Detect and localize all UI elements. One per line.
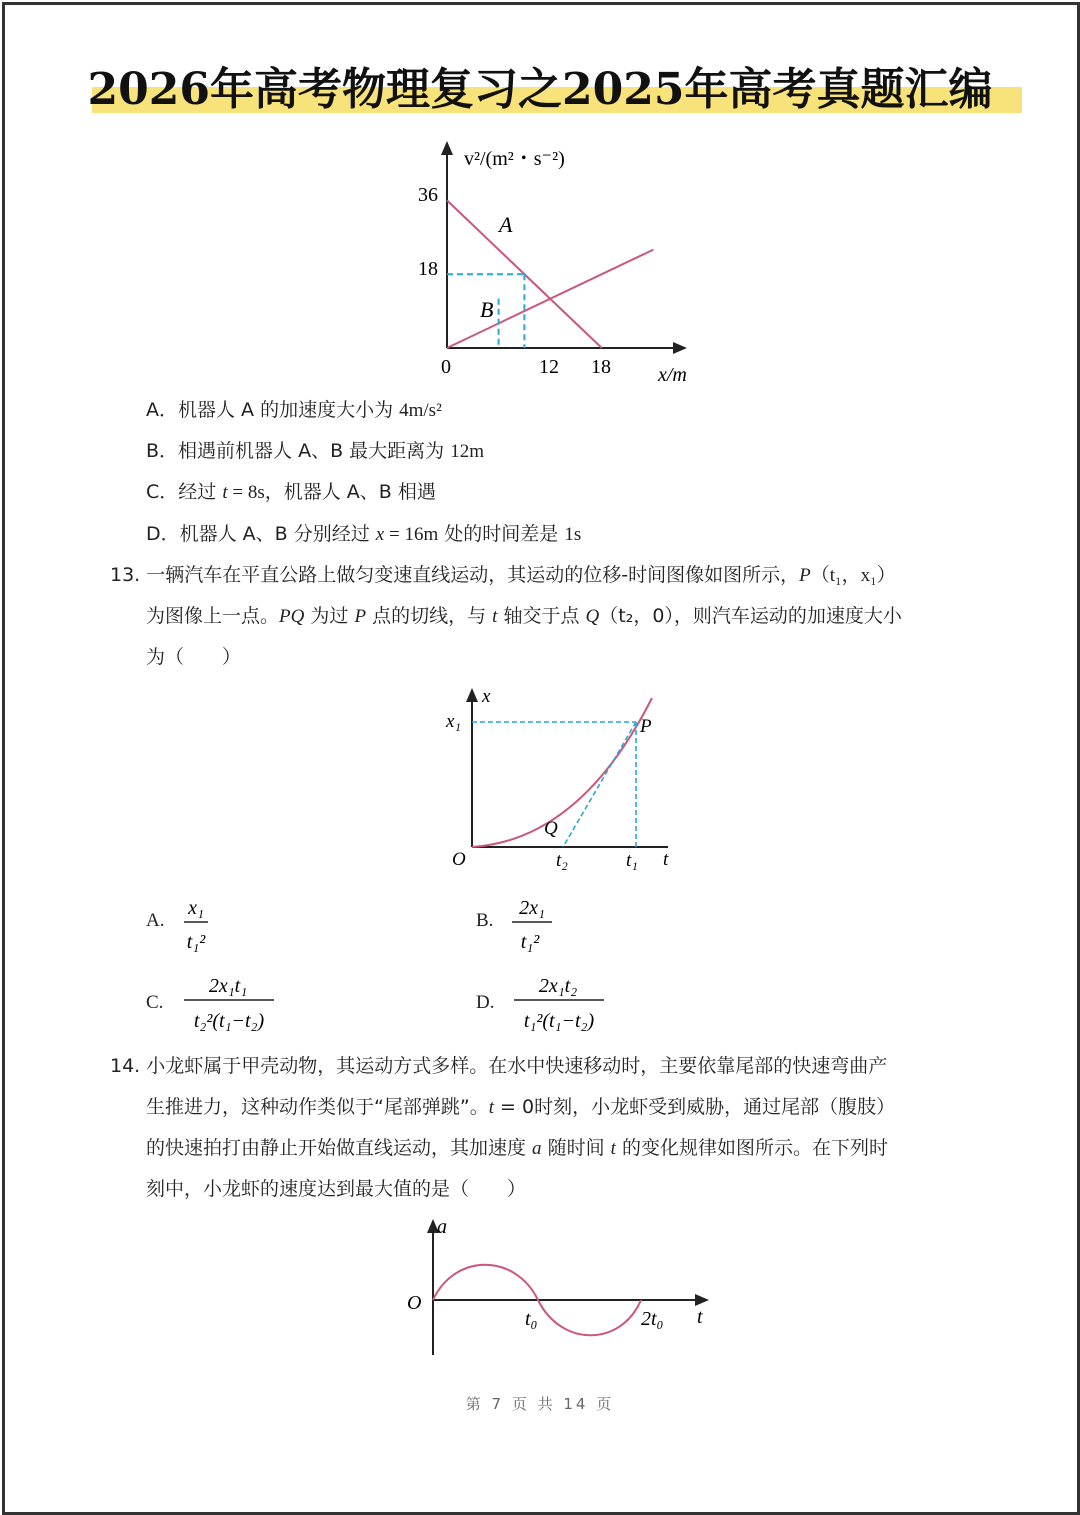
x-tick-12: 12 (539, 356, 559, 378)
line-B (447, 250, 653, 348)
q12-option-a[interactable]: A．机器人 A 的加速度大小为 4m/s² (146, 399, 442, 421)
q13-option-d-label[interactable]: D. (476, 992, 495, 1013)
label-t-a: t (697, 1306, 703, 1328)
q13-line-1: 13. 一辆汽车在平直公路上做匀变速直线运动，其运动的位移-时间图像如图所示，P（t₁，x₁） (110, 564, 896, 586)
fraction-a-denominator: t₁² (186, 931, 206, 953)
q13-line-2: 为图像上一点。PQ 为过 P 点的切线，与 t 轴交于点 Q（t₂，0），则汽车运动的加速度大小 (146, 605, 902, 627)
q12-option-b[interactable]: B．相遇前机器人 A、B 最大距离为 12m (146, 440, 484, 462)
x-tick-0: 0 (441, 356, 451, 378)
q12-option-c[interactable]: C．经过 t = 8s，机器人 A、B 相遇 (146, 481, 436, 503)
fraction-b-numerator: 2x₁ (519, 897, 545, 919)
fraction-a-numerator: x₁ (188, 897, 204, 919)
line-B-label: B (480, 297, 494, 322)
q13-option-b-fraction[interactable] (508, 890, 578, 956)
q14-line-3: 的快速拍打由静止开始做直线运动，其加速度 a 随时间 t 的变化规律如图所示。在下列时 (146, 1137, 888, 1159)
label-x1: x₁ (446, 711, 462, 732)
tangent-PQ (563, 722, 636, 847)
q13-option-d-fraction[interactable] (508, 968, 618, 1038)
label-O-a: O (407, 1292, 422, 1314)
label-x: x (482, 686, 491, 707)
graph-a-t (395, 1215, 725, 1365)
label-P: P (640, 716, 652, 737)
x-t-curve (472, 698, 652, 847)
graph-x-t (430, 680, 700, 880)
fraction-c-denominator: t₂²(t₁−t₂) (193, 1010, 265, 1032)
line-A-label: A (499, 212, 513, 237)
label-2t0: 2t₀ (641, 1308, 664, 1330)
q13-option-c-label[interactable]: C. (146, 992, 164, 1013)
fraction-d-numerator: 2x₁t₂ (538, 975, 578, 997)
q13-line-3: 为（ ） (146, 646, 242, 668)
y-tick-36: 36 (418, 184, 438, 206)
label-t0: t₀ (525, 1308, 538, 1330)
graph-v2-x (400, 135, 710, 390)
title-banner (0, 55, 1080, 125)
page-title: 2026年高考物理复习之2025年高考真题汇编 (87, 64, 993, 115)
label-t1: t₁ (626, 850, 638, 871)
q14-line-4: 刻中，小龙虾的速度达到最大值的是（ ） (146, 1178, 527, 1200)
label-Q: Q (544, 818, 558, 839)
q13-option-a-fraction[interactable] (178, 890, 238, 956)
fraction-b-denominator: t₁² (520, 931, 540, 953)
label-a: a (437, 1216, 447, 1238)
q14-line-2: 生推进力，这种动作类似于“尾部弹跳”。t = 0时刻，小龙虾受到威胁，通过尾部（腹肢） (146, 1096, 896, 1118)
fraction-c-numerator: 2x₁t₁ (208, 975, 248, 997)
label-t2: t₂ (556, 850, 568, 871)
y-axis-label: v²/(m²・s⁻²) (464, 148, 565, 170)
y-tick-18: 18 (418, 258, 438, 280)
fraction-d-denominator: t₁²(t₁−t₂) (523, 1010, 595, 1032)
page-footer: 第 7 页 共 14 页 (465, 1395, 615, 1413)
x-tick-18: 18 (591, 356, 611, 378)
label-t: t (663, 849, 669, 870)
label-O: O (452, 849, 466, 870)
q13-option-b-label[interactable]: B. (476, 910, 494, 931)
x-axis-label: x/m (658, 364, 687, 386)
q12-option-d[interactable]: D．机器人 A、B 分别经过 x = 16m 处的时间差是 1s (146, 523, 582, 545)
q13-option-a-label[interactable]: A. (146, 910, 165, 931)
q13-option-c-fraction[interactable] (178, 968, 288, 1038)
q14-line-1: 14. 小龙虾属于甲壳动物，其运动方式多样。在水中快速移动时，主要依靠尾部的快速弯曲产 (110, 1055, 888, 1077)
